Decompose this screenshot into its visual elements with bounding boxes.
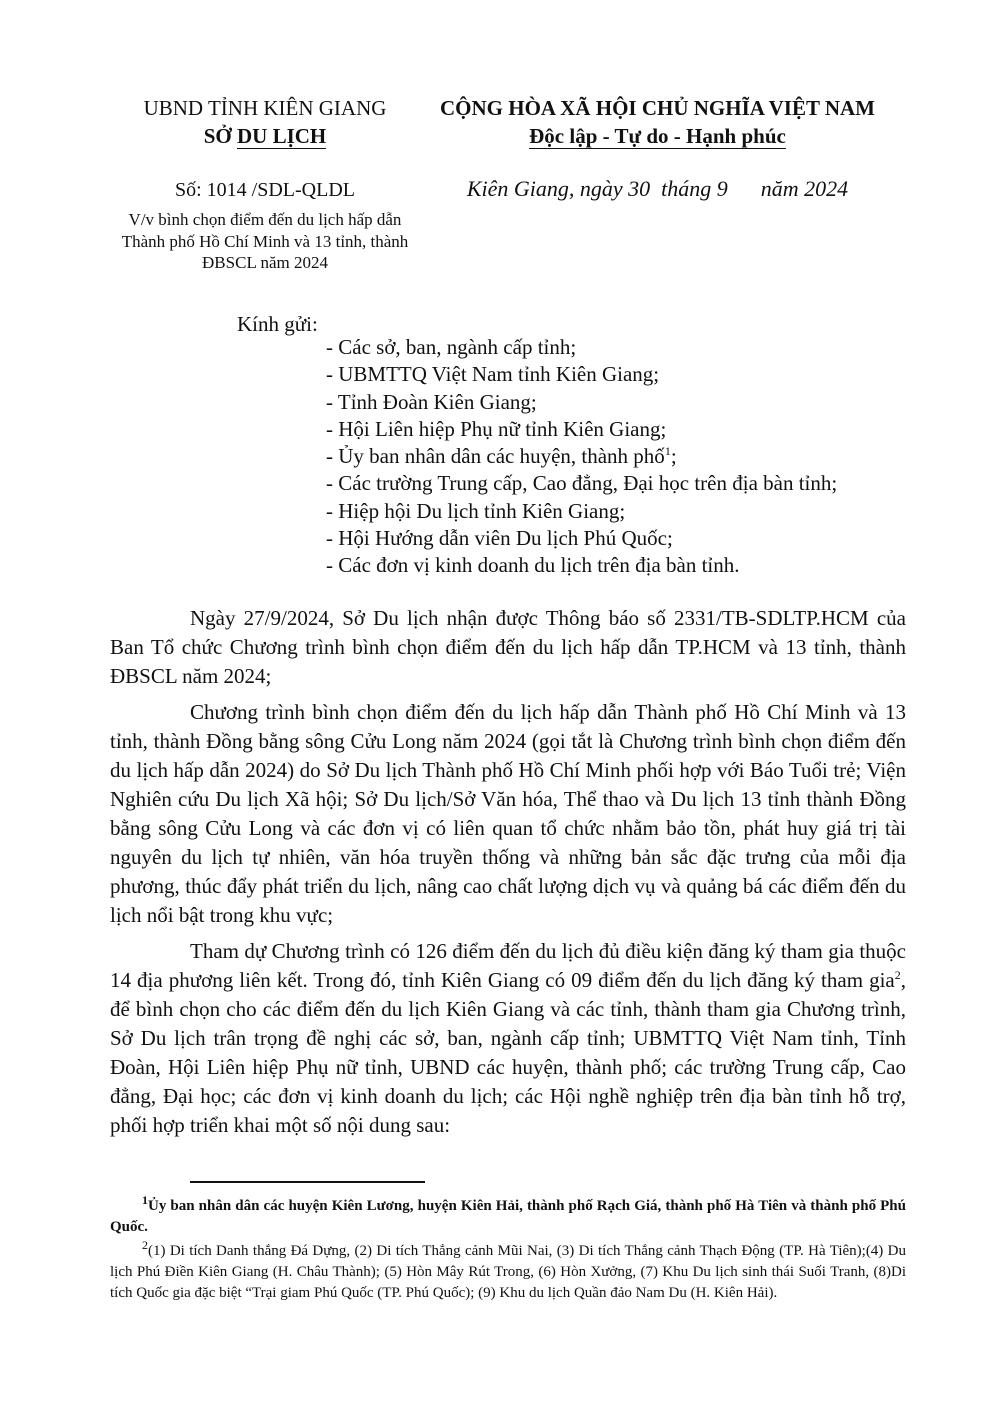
footnote <box>110 1193 906 1238</box>
agency-name-prefix: SỞ <box>203 124 237 148</box>
agency-name-underlined: DU LỊCH <box>237 124 327 148</box>
paragraph-text: , để bình chọn cho các điểm đến du lịch Kiên Giang và các tỉnh, thành tham gia Chương trình, Sở Du lịch trân trọng đề nghị các sở, ban, ngành cấp tỉnh; UBMTTQ Việt Nam tỉnh, Tỉnh Đoàn, Hội Liên hiệp Phụ nữ tỉnh, UBND các huyện, thành phố; các trường Trung cấp, Cao đẳng, Đại học; các đơn vị kinh doanh du lịch; các Hội nghề nghiệp trên địa bàn tỉnh hỗ trợ, phối hợp triển khai một số nội dung sau: <box>110 968 906 1137</box>
footnote-separator <box>190 1181 425 1183</box>
nation-title: CỘNG HÒA XÃ HỘI CHỦ NGHĨA VIỆT NAM <box>439 96 876 120</box>
recipient-item: - Các đơn vị kinh doanh du lịch trên địa bàn tỉnh. <box>326 553 740 578</box>
issuing-agency-block <box>110 94 420 150</box>
greeting: Kính gửi: <box>237 312 318 336</box>
recipient-item: - Các sở, ban, ngành cấp tỉnh; <box>326 335 577 359</box>
paragraph-text: Tham dự Chương trình có 126 điểm đến du lịch đủ điều kiện đăng ký tham gia thuộc 14 địa phương liên kết. Trong đó, tỉnh Kiên Giang có 09 điểm đến du lịch đăng ký tham gia <box>110 939 906 992</box>
document-body <box>110 604 906 1147</box>
recipient-item: - Hội Liên hiệp Phụ nữ tỉnh Kiên Giang; <box>326 416 667 441</box>
recipient-item: - Hội Hướng dẫn viên Du lịch Phú Quốc; <box>326 526 673 551</box>
footnotes <box>110 1193 906 1307</box>
footnote-text: (1) Di tích Danh thắng Đá Dựng, (2) Di tích Thắng cảnh Mũi Nai, (3) Di tích Thắng cảnh Thạch Động (TP. Hà Tiên);(4) Du lịch Phú Điền Kiên Giang (H. Châu Thành); (5) Hòn Mây Rút Trong, (6) Hòn Xưởng, (7) Khu Du lịch sinh thái Suối Tranh, (8)Di tích Quốc gia đặc biệt “Trại giam Phú Quốc (TP. Phú Quốc); (9) Khu du lịch Quần đảo Nam Du (H. Kiên Hải). <box>110 1243 906 1301</box>
footnote-ref[interactable]: 1 <box>664 444 671 459</box>
agency-parent: UBND TỈNH KIÊN GIANG <box>143 96 387 120</box>
document-number: Số: 1014 /SDL-QLDL <box>175 179 355 201</box>
recipient-item: - Hiệp hội Du lịch tỉnh Kiên Giang; <box>326 498 626 523</box>
recipient-list <box>326 334 946 580</box>
recipient-text: - Ủy ban nhân dân các huyện, thành phố <box>326 444 665 469</box>
footnote-mark: 1 <box>142 1193 148 1207</box>
recipient-suffix: ; <box>670 444 677 469</box>
footnote-mark: 2 <box>142 1238 148 1252</box>
recipient-item: - Các trường Trung cấp, Cao đẳng, Đại học trên địa bàn tỉnh; <box>326 471 838 496</box>
nation-motto: Độc lập - Tự do - Hạnh phúc <box>529 124 786 148</box>
body-paragraph <box>110 937 906 1140</box>
recipient-item <box>326 443 946 470</box>
agency-name <box>110 122 420 150</box>
footnote-text: Ủy ban nhân dân các huyện Kiên Lương, huyện Kiên Hải, thành phố Rạch Giá, thành phố Hà Tiên và thành phố Phú Quốc. <box>110 1198 906 1235</box>
recipient-item: - Tỉnh Đoàn Kiên Giang; <box>326 389 537 414</box>
footnote-ref[interactable]: 2 <box>894 968 901 982</box>
document-subject: V/v bình chọn điểm đến du lịch hấp dẫn Thành phố Hồ Chí Minh và 13 tỉnh, thành ĐBSCL năm 2024 <box>121 210 409 272</box>
body-paragraph: Ngày 27/9/2024, Sở Du lịch nhận được Thông báo số 2331/TB-SDLTP.HCM của Ban Tổ chức Chương trình bình chọn điểm đến du lịch hấp dẫn TP.HCM và 13 tỉnh, thành ĐBSCL năm 2024; <box>110 606 906 688</box>
national-motto-block <box>420 94 895 150</box>
body-paragraph: Chương trình bình chọn điểm đến du lịch hấp dẫn Thành phố Hồ Chí Minh và 13 tỉnh, thành Đồng bằng sông Cửu Long năm 2024 (gọi tắt là Chương trình bình chọn điểm đến du lịch hấp dẫn 2024) do Sở Du lịch Thành phố Hồ Chí Minh phối hợp với Báo Tuổi trẻ; Viện Nghiên cứu Du lịch Xã hội; Sở Du lịch/Sở Văn hóa, Thể thao và Du lịch 13 tỉnh thành Đồng bằng sông Cửu Long và các đơn vị có liên quan tổ chức nhằm bảo tồn, phát huy giá trị tài nguyên du lịch tự nhiên, văn hóa truyền thống và những bản sắc đặc trưng của mỗi địa phương, thúc đẩy phát triển du lịch, nâng cao chất lượng dịch vụ và quảng bá các điểm đến du lịch nổi bật trong khu vực; <box>110 700 906 927</box>
recipient-item: - UBMTTQ Việt Nam tỉnh Kiên Giang; <box>326 362 660 387</box>
document-date: Kiên Giang, ngày 30 tháng 9 năm 2024 <box>466 176 849 201</box>
footnote <box>110 1238 906 1304</box>
